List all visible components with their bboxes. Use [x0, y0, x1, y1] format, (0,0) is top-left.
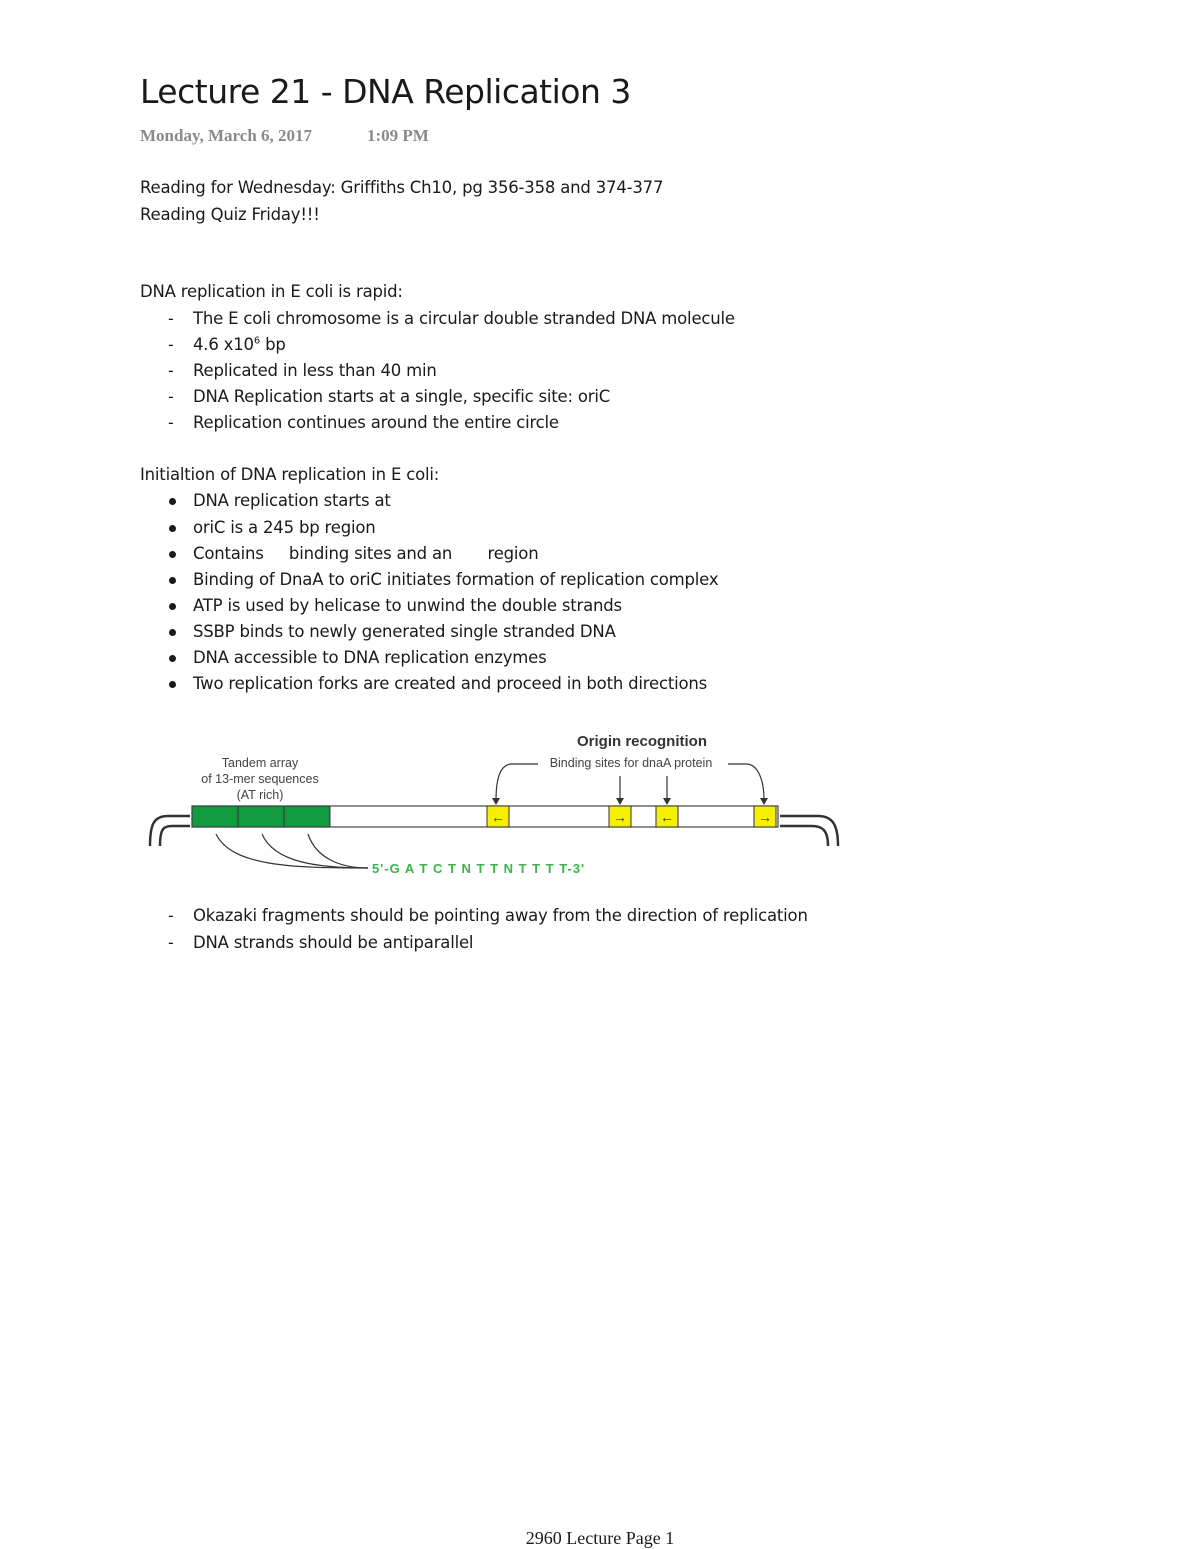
binding-sites-label: Binding sites for dnaA protein [549, 756, 713, 770]
reading-quiz-line: Reading Quiz Friday!!! [140, 205, 320, 224]
dash-marker: - [168, 361, 174, 380]
list-item: Replication continues around the entire circle [193, 413, 559, 432]
list-item: DNA strands should be antiparallel [193, 933, 474, 952]
arrowhead [492, 798, 500, 805]
consensus-sequence: 5'-G A T C T N T T N T T T T-3' [372, 861, 586, 876]
origin-recognition-label: Origin recognition [577, 733, 707, 750]
list-item: Two replication forks are created and proceed in both directions [193, 674, 708, 693]
binding-right-bracket [728, 764, 764, 800]
tandem-13mer-box [238, 806, 284, 827]
arrowhead [760, 798, 768, 805]
left-dna-end [150, 816, 190, 846]
dash-marker: - [168, 309, 174, 328]
sequence-connector [216, 834, 368, 868]
list-item: ATP is used by helicase to unwind the double strands [193, 596, 622, 615]
section-heading: Initialtion of DNA replication in E coli: [140, 465, 440, 484]
list-item: The E coli chromosome is a circular double stranded DNA molecule [193, 309, 735, 328]
tandem-13mer-box [192, 806, 238, 827]
list-item: oriC is a 245 bp region [193, 518, 376, 537]
arrowhead [616, 798, 624, 805]
tandem-label: Tandem array [221, 756, 299, 770]
sequence-connector [262, 834, 368, 868]
arrow-left-icon: ← [491, 809, 505, 825]
list-item: Okazaki fragments should be pointing away from the direction of replication [193, 906, 808, 925]
dash-marker: - [168, 906, 174, 925]
reading-line: Reading for Wednesday: Griffiths Ch10, pg 356-358 and 374-377 [140, 178, 664, 197]
unit: bp [260, 335, 286, 354]
list-item: DNA accessible to DNA replication enzymes [193, 648, 547, 667]
list-item: Replicated in less than 40 min [193, 361, 437, 380]
tandem-13mer-box [284, 806, 330, 827]
dash-marker: - [168, 335, 174, 354]
dash-marker: - [168, 933, 174, 952]
arrow-right-icon: → [613, 809, 627, 825]
page-title: Lecture 21 - DNA Replication 3 [140, 72, 631, 111]
dash-marker: - [168, 413, 174, 432]
list-item: Binding of DnaA to oriC initiates formation of replication complex [193, 570, 719, 589]
sequence-connector [308, 834, 368, 868]
dash-marker: - [168, 387, 174, 406]
exponent: 6 [253, 335, 261, 347]
arrow-right-icon: → [758, 809, 772, 825]
list-item: DNA Replication starts at a single, specific site: oriC [193, 387, 611, 406]
list-item: DNA replication starts at [193, 491, 391, 510]
arrow-left-icon: ← [660, 809, 674, 825]
binding-left-bracket [496, 764, 538, 800]
list-item: SSBP binds to newly generated single stranded DNA [193, 622, 616, 641]
tandem-label: (AT rich) [236, 788, 284, 802]
list-item-text: 4.6 x10 [193, 335, 254, 354]
page-time: 1:09 PM [367, 126, 429, 145]
tandem-label: of 13-mer sequences [201, 772, 319, 786]
arrowhead [663, 798, 671, 805]
page-footer: 2960 Lecture Page 1 [525, 1528, 675, 1548]
section-heading: DNA replication in E coli is rapid: [140, 282, 403, 301]
right-dna-end [780, 816, 838, 846]
list-item: Contains binding sites and an region [193, 544, 539, 563]
page-date: Monday, March 6, 2017 [140, 126, 313, 145]
